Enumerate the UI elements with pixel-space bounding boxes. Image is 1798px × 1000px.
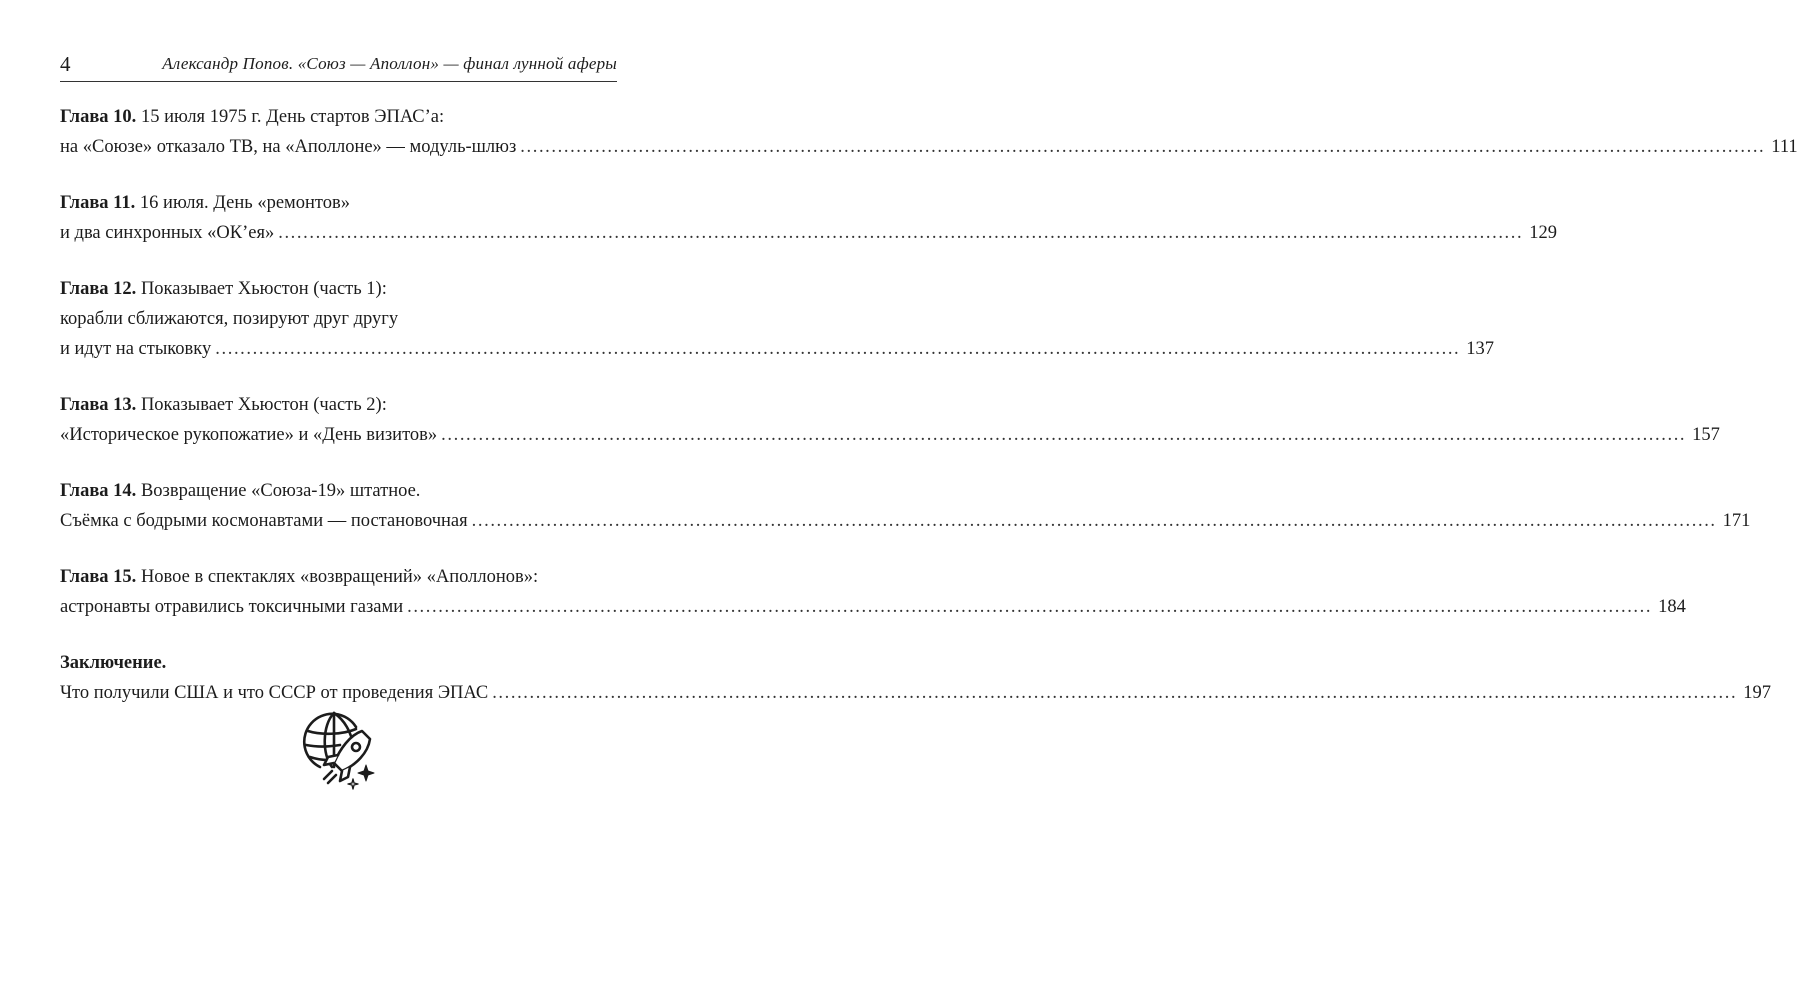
dot-leader: ........................................................................................................................................................................................................ (441, 425, 1687, 445)
toc-entry-title-line: и идут на стыковку (60, 339, 212, 359)
header-rule (60, 81, 617, 82)
toc-entry-heading (60, 274, 593, 304)
dot-leader: ........................................................................................................................................................................................................ (492, 683, 1738, 703)
toc-entry (60, 476, 1751, 536)
toc-entry-heading (60, 102, 593, 132)
toc-page-number: 129 (1529, 223, 1557, 243)
toc-entry-title-line: Показывает Хьюстон (часть 2): (140, 395, 387, 415)
toc-entry-heading (60, 390, 593, 420)
toc-entry (60, 102, 1798, 162)
dot-leader: ........................................................................................................................................................................................................ (520, 137, 1766, 157)
toc-entry-heading (60, 188, 593, 218)
globe-rocket-icon (298, 705, 382, 795)
toc-entry-last-line (60, 132, 1798, 162)
dot-leader: ........................................................................................................................................................................................................ (278, 223, 1524, 243)
toc-entry-title-line: Новое в спектаклях «возвращений» «Аполлонов»: (140, 567, 539, 587)
toc-entry (60, 274, 1495, 364)
toc-entry-label: Заключение. (60, 653, 167, 673)
toc-entry-last-line (60, 420, 1720, 450)
table-of-contents (60, 102, 1798, 734)
toc-entry-last-line (60, 334, 1495, 364)
toc-entry-label: Глава 14. (60, 481, 137, 501)
toc-entry-last-line (60, 592, 1686, 622)
toc-entry-title-line: 15 июля 1975 г. День стартов ЭПАС’а: (140, 107, 445, 127)
toc-entry-title-line: 16 июля. День «ремонтов» (139, 193, 350, 213)
toc-entry (60, 648, 1771, 708)
toc-entry-heading (60, 648, 593, 678)
toc-entry (60, 188, 1557, 248)
toc-entry-heading (60, 562, 593, 592)
toc-page-number: 197 (1743, 683, 1771, 703)
dot-leader: ........................................................................................................................................................................................................ (215, 339, 1461, 359)
toc-entry-title-line: Что получили США и что СССР от проведения ЭПАС (60, 683, 489, 703)
toc-entry (60, 390, 1720, 450)
toc-entry-title-line: и два синхронных «ОК’ея» (60, 223, 275, 243)
toc-entry-title-line: корабли сближаются, позируют друг другу (60, 309, 399, 329)
toc-entry-label: Глава 10. (60, 107, 137, 127)
dot-leader: ........................................................................................................................................................................................................ (407, 597, 1653, 617)
toc-entry-title-line: Съёмка с бодрыми космонавтами — постановочная (60, 511, 468, 531)
toc-page-number: 111 (1771, 137, 1798, 157)
toc-entry-label: Глава 15. (60, 567, 137, 587)
page-header (60, 50, 617, 80)
toc-page-number: 171 (1722, 511, 1751, 531)
toc-entry-label: Глава 11. (60, 193, 136, 213)
toc-entry-label: Глава 12. (60, 279, 137, 299)
dot-leader: ........................................................................................................................................................................................................ (471, 511, 1717, 531)
toc-entry (60, 562, 1686, 622)
toc-entry-heading (60, 476, 593, 506)
toc-entry-title-line: астронавты отравились токсичными газами (60, 597, 404, 617)
toc-entry-last-line (60, 506, 1751, 536)
toc-entry-title-line: Показывает Хьюстон (часть 1): (140, 279, 387, 299)
running-title: Александр Попов. «Союз — Аполлон» — финал лунной аферы (162, 54, 617, 73)
toc-entry-label: Глава 13. (60, 395, 137, 415)
toc-page-number: 157 (1692, 425, 1720, 445)
toc-entry-title-line: на «Союзе» отказало ТВ, на «Аполлоне» — модуль-шлюз (60, 137, 517, 157)
toc-entry-title-line: «Историческое рукопожатие» и «День визитов» (60, 425, 438, 445)
toc-page-number: 184 (1658, 597, 1686, 617)
page-number: 4 (60, 52, 71, 76)
toc-entry-title-line: Возвращение «Союза-19» штатное. (140, 481, 421, 501)
toc-entry-last-line (60, 678, 1771, 708)
toc-entry-last-line (60, 218, 1557, 248)
toc-page-number: 137 (1466, 339, 1495, 359)
